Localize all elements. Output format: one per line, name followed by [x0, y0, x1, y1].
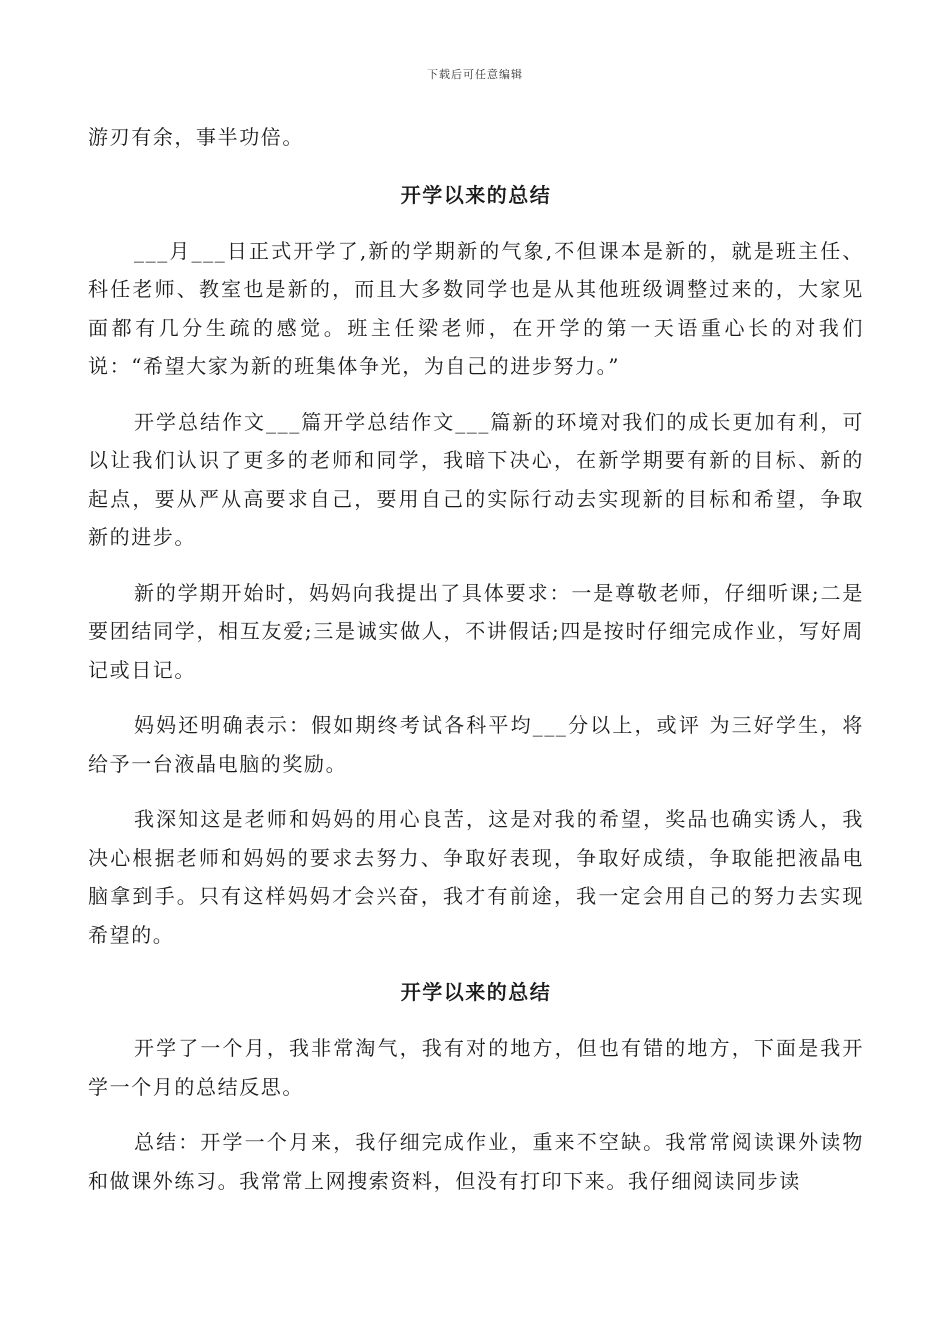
section-2-title: 开学以来的总结	[400, 980, 552, 1004]
document-body	[88, 118, 864, 1200]
section-1-paragraph-4: 妈妈还明确表示：假如期终考试各科平均___分以上，或评 为三好学生，将给予一台液晶电脑的奖励。	[88, 713, 864, 776]
section-1-paragraph-3: 新的学期开始时，妈妈向我提出了具体要求：一是尊敬老师，仔细听课;二是要团结同学，相互友爱;三是诚实做人，不讲假话;四是按时仔细完成作业，写好周记或日记。	[88, 580, 864, 682]
section-1-paragraph-2: 开学总结作文___篇开学总结作文___篇新的环境对我们的成长更加有利，可以让我们认识了更多的老师和同学，我暗下决心，在新学期要有新的目标、新的起点，要从严从高要求自己，要用自己的实际行动去实现新的目标和希望，争取新的进步。	[88, 409, 864, 549]
section-1-title: 开学以来的总结	[400, 182, 552, 207]
opening-line: 游刃有余，事半功倍。	[88, 125, 304, 149]
section-2-paragraph-2: 总结：开学一个月来，我仔细完成作业，重来不空缺。我常常阅读课外读物和做课外练习。我常常上网搜索资料，但没有打印下来。我仔细阅读同步读	[88, 1130, 864, 1193]
section-1-paragraph-5: 我深知这是老师和妈妈的用心良苦，这是对我的希望，奖品也确实诱人，我决心根据老师和妈妈的要求去努力、争取好表现，争取好成绩，争取能把液晶电脑拿到手。只有这样妈妈才会兴奋，我才有前途，我一定会用自己的努力去实现希望的。	[88, 807, 864, 947]
section-2-paragraph-1: 开学了一个月，我非常淘气，我有对的地方，但也有错的地方，下面是我开学一个月的总结反思。	[88, 1036, 864, 1099]
section-1-paragraph-1: ___月___日正式开学了,新的学期新的气象,不但课本是新的，就是班主任、科任老师、教室也是新的，而且大多数同学也是从其他班级调整过来的，大家见面都有几分生疏的感觉。班主任梁老师，在开学的第一天语重心长的对我们说：“希望大家为新的班集体争光，为自己的进步努力。”	[88, 238, 864, 378]
page-header-note: 下载后可任意编辑	[427, 68, 523, 81]
